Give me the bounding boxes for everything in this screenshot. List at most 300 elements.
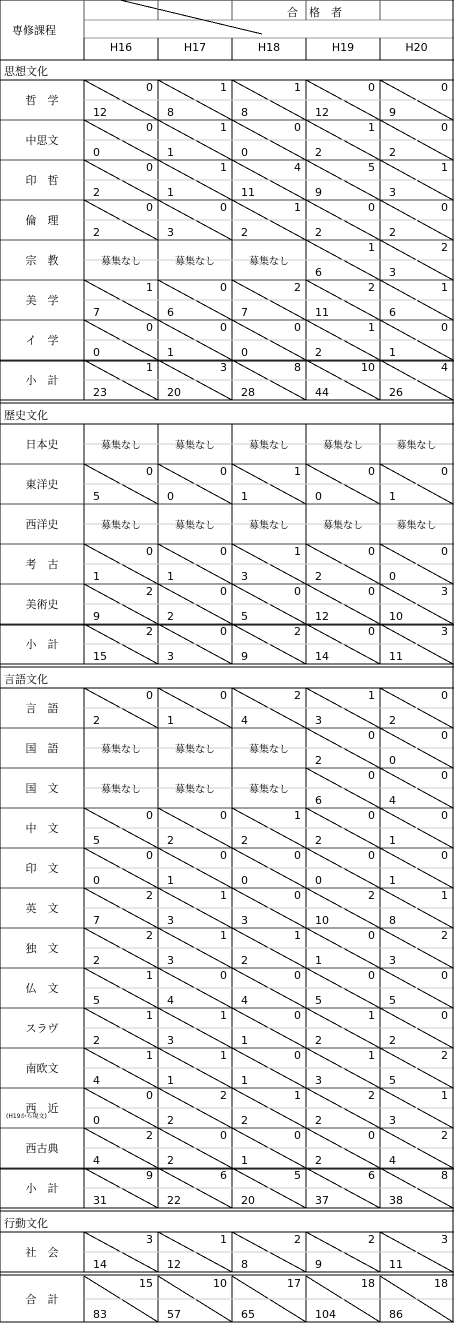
applicant-count: 2: [315, 754, 322, 767]
passer-count: 1: [368, 1049, 375, 1062]
row-label: 西洋史: [25, 518, 59, 531]
table-cell: [84, 888, 158, 928]
applicant-count: 0: [167, 490, 174, 503]
table-cell: [84, 280, 158, 320]
table-cell: [232, 80, 306, 120]
not-recruited-label: 募集なし: [175, 744, 215, 756]
passer-count: 0: [441, 769, 448, 782]
applicant-count: 0: [241, 874, 248, 887]
passer-count: 1: [368, 121, 375, 134]
not-recruited-label: 募集なし: [396, 520, 437, 532]
passer-count: 1: [220, 929, 227, 942]
applicant-count: 11: [389, 1258, 403, 1271]
table-cell: [84, 584, 158, 624]
passer-count: 0: [220, 1129, 227, 1142]
applicant-count: 2: [315, 1154, 322, 1167]
applicant-count: 2: [315, 146, 322, 159]
passer-count: 1: [220, 161, 227, 174]
table-cell: [306, 424, 380, 464]
table-cell: [158, 360, 232, 400]
passer-count: 0: [368, 849, 375, 862]
applicant-count: 0: [241, 346, 248, 359]
applicant-count: 7: [93, 914, 100, 927]
passer-count: 1: [146, 361, 153, 374]
passer-count: 18: [434, 1277, 448, 1290]
applicant-count: 0: [93, 346, 100, 359]
row-label: 考 古: [25, 558, 59, 571]
applicant-count: 2: [241, 226, 248, 239]
not-recruited-label: 募集なし: [249, 784, 289, 796]
row-label: 南欧文: [25, 1062, 59, 1075]
applicant-count: 10: [389, 610, 403, 623]
applicant-count: 1: [241, 1034, 248, 1047]
table-cell: [158, 120, 232, 160]
table-cell: [306, 728, 380, 768]
table-cell: [380, 888, 453, 928]
passer-count: 0: [220, 969, 227, 982]
table-cell: [84, 688, 158, 728]
not-recruited-label: 募集なし: [323, 520, 363, 532]
table-cell: [232, 544, 306, 584]
table-cell: [158, 1276, 232, 1322]
table-cell: [232, 584, 306, 624]
not-recruited-label: 募集なし: [249, 256, 289, 268]
passer-count: 0: [220, 545, 227, 558]
applicant-count: 28: [241, 386, 255, 399]
applicant-count: 4: [241, 994, 248, 1007]
table-cell: [84, 848, 158, 888]
applicant-count: 7: [93, 306, 100, 319]
passer-count: 1: [220, 1233, 227, 1246]
passer-count: 0: [368, 1129, 375, 1142]
applicant-count: 14: [315, 650, 329, 663]
row-label: 国 文: [25, 782, 59, 795]
applicant-count: 1: [389, 490, 396, 503]
table-cell: [84, 808, 158, 848]
passer-count: 0: [294, 1129, 301, 1142]
passer-count: 0: [220, 625, 227, 638]
row-label: 英 文: [25, 902, 59, 915]
table-cell: [84, 1088, 158, 1128]
applicant-count: 2: [167, 1114, 174, 1127]
table-cell: [380, 968, 453, 1008]
table-cell: [232, 504, 306, 544]
passer-count: 4: [294, 161, 301, 174]
applicant-count: 14: [93, 1258, 107, 1271]
passer-count: 0: [368, 969, 375, 982]
not-recruited-label: 募集なし: [101, 744, 141, 756]
applicant-count: 1: [241, 1074, 248, 1087]
passer-count: 4: [441, 361, 448, 374]
applicant-count: 3: [167, 954, 174, 967]
passer-count: 1: [294, 929, 301, 942]
row-label: 仏 文: [25, 982, 59, 995]
passer-count: 2: [368, 889, 375, 902]
passer-count: 0: [368, 769, 375, 782]
table-cell: [306, 544, 380, 584]
passer-count: 3: [441, 585, 448, 598]
applicant-count: 2: [167, 610, 174, 623]
table-cell: [232, 808, 306, 848]
table-cell: [306, 464, 380, 504]
table-cell: [380, 728, 453, 768]
passer-count: 0: [220, 201, 227, 214]
applicant-count: 0: [93, 874, 100, 887]
applicant-count: 2: [93, 714, 100, 727]
passer-count: 0: [146, 81, 153, 94]
table-cell: [306, 808, 380, 848]
table-cell: [158, 1048, 232, 1088]
applicant-count: 83: [93, 1308, 107, 1321]
section-heading: 歴史文化: [4, 409, 48, 422]
passer-count: 3: [441, 625, 448, 638]
table-cell: [380, 544, 453, 584]
passer-count: 1: [294, 545, 301, 558]
table-cell: [306, 624, 380, 664]
not-recruited-label: 募集なし: [101, 520, 141, 532]
applicant-count: 0: [315, 490, 322, 503]
table-cell: [380, 320, 453, 360]
passer-count: 0: [368, 729, 375, 742]
table-cell: [84, 1128, 158, 1168]
passer-count: 1: [146, 281, 153, 294]
table-cell: [306, 200, 380, 240]
not-recruited-label: 募集なし: [101, 440, 141, 452]
applicant-count: 1: [167, 146, 174, 159]
applicant-count: 0: [315, 874, 322, 887]
row-label: 合 計: [25, 1293, 59, 1306]
table-cell: [380, 160, 453, 200]
table-cell: [158, 240, 232, 280]
passer-count: 0: [146, 689, 153, 702]
table-cell: [84, 360, 158, 400]
passer-count: 0: [441, 689, 448, 702]
applicant-count: 1: [167, 346, 174, 359]
passer-count: 0: [220, 585, 227, 598]
applicant-count: 3: [167, 226, 174, 239]
year-header: H19: [331, 41, 355, 54]
row-label: 美術史: [25, 598, 59, 611]
table-cell: [84, 728, 158, 768]
passer-count: 2: [294, 625, 301, 638]
table-cell: [84, 160, 158, 200]
passer-count: 2: [368, 1233, 375, 1246]
passer-count: 0: [220, 321, 227, 334]
passer-count: 0: [220, 689, 227, 702]
table-cell: [306, 848, 380, 888]
applicant-count: 104: [315, 1308, 336, 1321]
applicant-count: 2: [315, 834, 322, 847]
table-cell: [232, 280, 306, 320]
not-recruited-label: 募集なし: [175, 256, 215, 268]
passer-count: 0: [220, 809, 227, 822]
applicant-count: 2: [389, 1034, 396, 1047]
passer-count: 2: [441, 1049, 448, 1062]
applicant-count: 9: [93, 610, 100, 623]
applicant-count: 11: [389, 650, 403, 663]
table-cell: [158, 968, 232, 1008]
passer-count: 0: [368, 201, 375, 214]
applicant-count: 1: [315, 954, 322, 967]
applicant-count: 3: [389, 954, 396, 967]
table-cell: [380, 848, 453, 888]
table-cell: [158, 584, 232, 624]
applicant-count: 1: [389, 874, 396, 887]
applicant-count: 1: [167, 186, 174, 199]
row-label: 倫 理: [25, 214, 59, 227]
applicant-count: 12: [93, 106, 107, 119]
passer-count: 0: [441, 465, 448, 478]
applicant-count: 1: [167, 714, 174, 727]
table-cell: [84, 1168, 158, 1208]
table-cell: [380, 808, 453, 848]
applicant-count: 10: [315, 914, 329, 927]
applicant-count: 4: [389, 794, 396, 807]
passer-count: 10: [361, 361, 375, 374]
table-cell: [158, 688, 232, 728]
passer-count: 1: [294, 465, 301, 478]
passer-count: 0: [294, 1009, 301, 1022]
table-cell: [84, 544, 158, 584]
applicant-count: 1: [241, 490, 248, 503]
applicant-count: 2: [93, 954, 100, 967]
table-cell: [306, 688, 380, 728]
not-recruited-label: 募集なし: [323, 440, 363, 452]
table-cell: [232, 624, 306, 664]
table-cell: [306, 1232, 380, 1272]
table-cell: [84, 464, 158, 504]
passer-count: 0: [294, 969, 301, 982]
passer-count: 1: [220, 889, 227, 902]
passer-count: 1: [368, 689, 375, 702]
passer-count: 1: [368, 321, 375, 334]
applicant-count: 3: [315, 714, 322, 727]
table-cell: [84, 240, 158, 280]
table-cell: [306, 968, 380, 1008]
applicant-count: 2: [389, 714, 396, 727]
applicant-count: 4: [167, 994, 174, 1007]
passer-count: 1: [146, 1009, 153, 1022]
table-cell: [380, 360, 453, 400]
passer-count: 6: [368, 1169, 375, 1182]
applicant-count: 44: [315, 386, 329, 399]
passer-count: 8: [294, 361, 301, 374]
applicant-count: 3: [241, 570, 248, 583]
passer-count: 0: [441, 849, 448, 862]
passer-count: 1: [441, 889, 448, 902]
table-cell: [380, 504, 453, 544]
passer-count: 1: [368, 241, 375, 254]
applicant-count: 3: [389, 266, 396, 279]
applicant-count: 26: [389, 386, 403, 399]
applicant-count: 57: [167, 1308, 181, 1321]
applicant-count: 2: [93, 1034, 100, 1047]
passer-count: 0: [441, 121, 448, 134]
row-label: 日本史: [25, 438, 59, 451]
applicant-count: 38: [389, 1194, 403, 1207]
passer-count: 8: [441, 1169, 448, 1182]
applicant-count: 20: [241, 1194, 255, 1207]
table-cell: [158, 544, 232, 584]
applicant-count: 20: [167, 386, 181, 399]
passer-count: 0: [441, 321, 448, 334]
passer-count: 0: [368, 585, 375, 598]
passer-count: 1: [146, 1049, 153, 1062]
not-recruited-label: 募集なし: [249, 520, 289, 532]
table-cell: [232, 1276, 306, 1322]
applicant-count: 37: [315, 1194, 329, 1207]
passer-count: 0: [368, 929, 375, 942]
applicant-count: 1: [167, 874, 174, 887]
table-cell: [84, 504, 158, 544]
table-cell: [306, 1008, 380, 1048]
applicant-count: 3: [389, 186, 396, 199]
applicant-count: 5: [241, 610, 248, 623]
table-cell: [158, 624, 232, 664]
row-label: 中 文: [25, 822, 59, 835]
table-cell: [380, 1048, 453, 1088]
applicant-count: 5: [93, 994, 100, 1007]
table-cell: [158, 768, 232, 808]
applicant-count: 1: [167, 570, 174, 583]
passer-count: 1: [220, 1009, 227, 1022]
section-heading: 行動文化: [4, 1217, 48, 1230]
table-cell: [306, 888, 380, 928]
applicant-count: 3: [389, 1114, 396, 1127]
table-cell: [158, 928, 232, 968]
passer-count: 0: [294, 889, 301, 902]
table-cell: [380, 688, 453, 728]
not-recruited-label: 募集なし: [175, 784, 215, 796]
row-label: 小 計: [25, 1182, 59, 1195]
passer-count: 2: [368, 281, 375, 294]
table-cell: [380, 200, 453, 240]
not-recruited-label: 募集なし: [396, 440, 437, 452]
table-cell: [232, 1168, 306, 1208]
applicant-count: 6: [315, 794, 322, 807]
table-cell: [84, 200, 158, 240]
applicant-count: 2: [315, 570, 322, 583]
passer-count: 0: [146, 809, 153, 822]
passer-count: 0: [294, 585, 301, 598]
passer-count: 0: [220, 281, 227, 294]
passer-count: 2: [220, 1089, 227, 1102]
passer-count: 0: [441, 201, 448, 214]
applicant-count: 1: [389, 346, 396, 359]
section-heading: 言語文化: [4, 673, 48, 686]
section-heading: 思想文化: [4, 65, 48, 78]
passer-count: 0: [146, 465, 153, 478]
course-header-label: 専修課程: [12, 24, 56, 37]
passer-count: 2: [294, 689, 301, 702]
applicant-count: 6: [167, 306, 174, 319]
applicant-count: 4: [241, 714, 248, 727]
passer-count: 5: [294, 1169, 301, 1182]
not-recruited-label: 募集なし: [249, 744, 289, 756]
applicant-count: 9: [241, 650, 248, 663]
applicant-count: 9: [315, 1258, 322, 1271]
table-cell: [380, 928, 453, 968]
table-cell: [306, 504, 380, 544]
applicant-count: 6: [389, 306, 396, 319]
table-cell: [380, 120, 453, 160]
table-cell: [84, 928, 158, 968]
passer-count: 0: [368, 545, 375, 558]
applicant-count: 9: [389, 106, 396, 119]
applicant-count: 2: [93, 226, 100, 239]
table-cell: [158, 320, 232, 360]
applicant-count: 3: [167, 914, 174, 927]
passer-count: 1: [294, 809, 301, 822]
passer-count: 0: [146, 161, 153, 174]
table-cell: [232, 1088, 306, 1128]
table-cell: [380, 624, 453, 664]
table-cell: [84, 80, 158, 120]
table-cell: [232, 360, 306, 400]
row-label: 社 会: [25, 1246, 59, 1259]
passer-count: 1: [441, 281, 448, 294]
passer-count: 0: [441, 1009, 448, 1022]
passer-count: 2: [146, 929, 153, 942]
table-cell: [84, 624, 158, 664]
table-cell: [232, 688, 306, 728]
passer-count: 2: [441, 1129, 448, 1142]
table-cell: [158, 1088, 232, 1128]
passer-count: 2: [146, 625, 153, 638]
passer-count: 17: [287, 1277, 301, 1290]
passer-count: 0: [294, 849, 301, 862]
table-cell: [380, 424, 453, 464]
applicant-count: 31: [93, 1194, 107, 1207]
applicant-count: 4: [93, 1154, 100, 1167]
table-cell: [84, 1232, 158, 1272]
row-label: 西古典: [25, 1142, 59, 1155]
passer-count: 0: [294, 121, 301, 134]
row-label: 印 文: [25, 862, 59, 875]
year-header: H16: [109, 41, 133, 54]
table-cell: [158, 1128, 232, 1168]
passer-count: 18: [361, 1277, 375, 1290]
table-cell: [306, 768, 380, 808]
table-cell: [84, 320, 158, 360]
applicant-count: 0: [93, 1114, 100, 1127]
table-cell: [158, 848, 232, 888]
table-cell: [158, 1008, 232, 1048]
applicant-count: 12: [167, 1258, 181, 1271]
applicant-count: 4: [389, 1154, 396, 1167]
applicant-count: 8: [241, 106, 248, 119]
passer-count: 1: [220, 1049, 227, 1062]
passer-count: 3: [441, 1233, 448, 1246]
passer-count: 2: [294, 281, 301, 294]
table-cell: [232, 1048, 306, 1088]
table-cell: [84, 1048, 158, 1088]
table-cell: [84, 424, 158, 464]
table-cell: [232, 728, 306, 768]
table-cell: [158, 200, 232, 240]
table-cell: [158, 424, 232, 464]
applicant-count: 2: [241, 834, 248, 847]
table-cell: [84, 968, 158, 1008]
passer-count: 1: [441, 161, 448, 174]
year-header: H20: [405, 41, 428, 54]
table-cell: [232, 968, 306, 1008]
table-cell: [232, 1008, 306, 1048]
passer-count: 2: [146, 889, 153, 902]
applicant-count: 0: [93, 146, 100, 159]
applicant-count: 1: [241, 1154, 248, 1167]
passer-count: 0: [441, 81, 448, 94]
